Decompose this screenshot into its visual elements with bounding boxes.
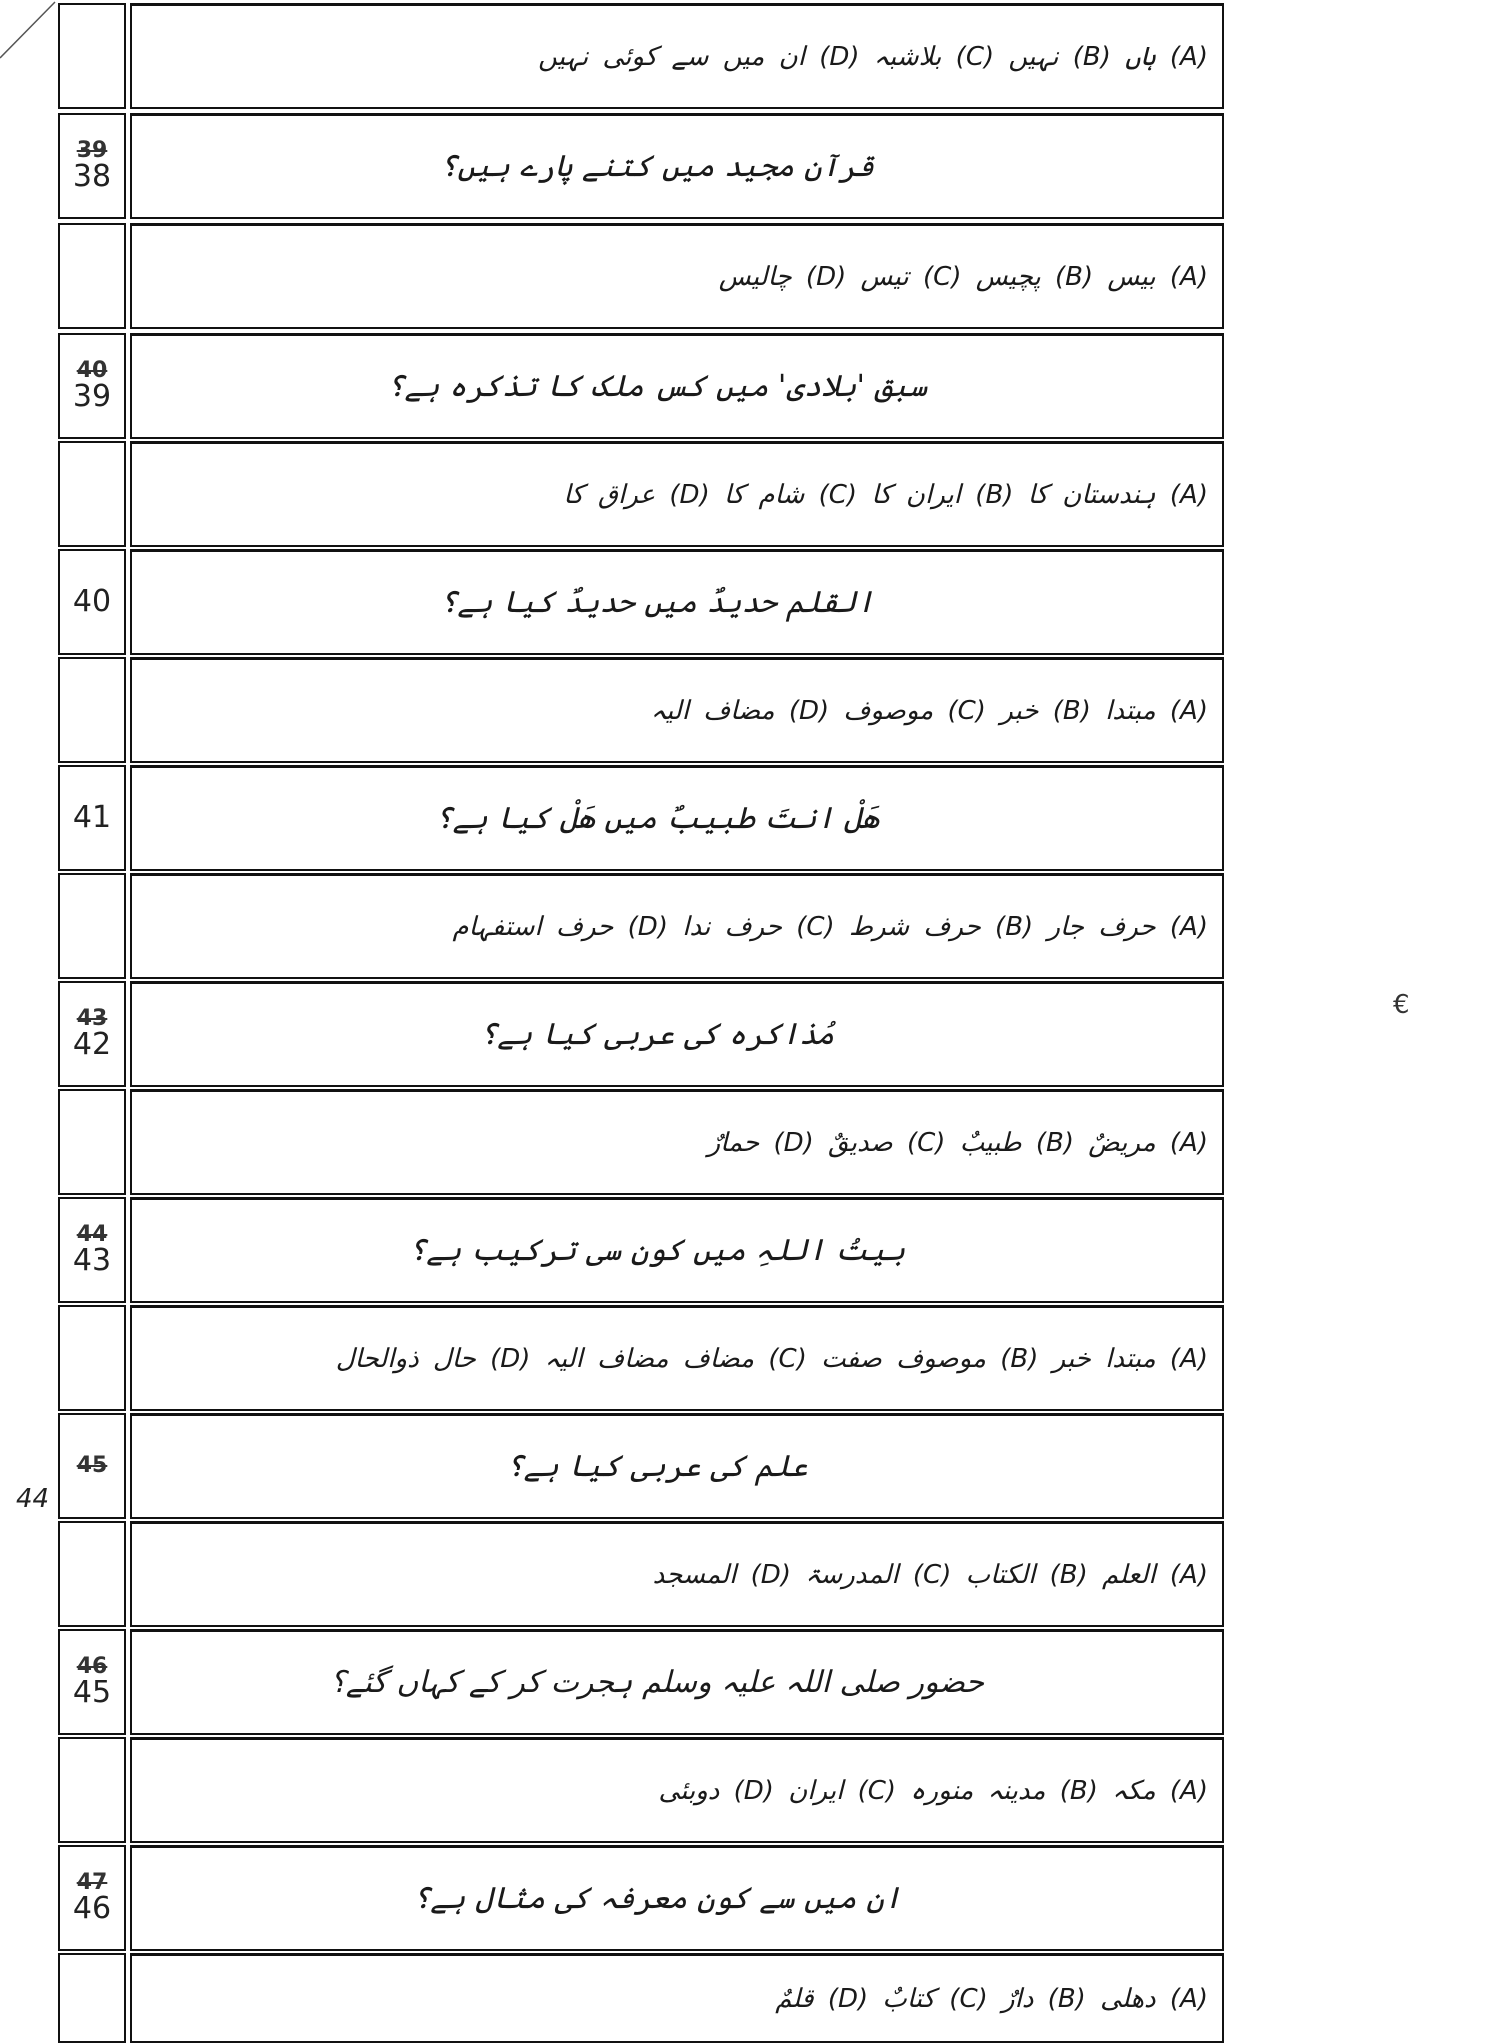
question-number-cell <box>58 873 126 979</box>
struck-out-number: 43 <box>76 1006 108 1031</box>
options-row <box>58 1737 1224 1843</box>
question-number-cell <box>58 1089 126 1195</box>
struck-out-number: 44 <box>76 1222 108 1247</box>
question-row <box>58 765 1224 871</box>
question-number-cell <box>58 333 126 439</box>
question-text: ھَلْ انتَ طبیبٌ میں ھَلْ کیا ہے؟ <box>435 801 879 836</box>
options-cell <box>130 1305 1224 1411</box>
options-row <box>58 223 1224 329</box>
options-row <box>58 441 1224 547</box>
options-cell <box>130 873 1224 979</box>
question-cell <box>130 1197 1224 1303</box>
options-cell <box>130 1089 1224 1195</box>
question-row <box>58 981 1224 1087</box>
question-row <box>58 1413 1224 1519</box>
struck-out-number: 46 <box>76 1654 108 1679</box>
question-text: بیتُ اللہِ میں کون سی ترکیب ہے؟ <box>408 1233 906 1268</box>
question-text: مُذاکرہ کی عربی کیا ہے؟ <box>479 1017 835 1052</box>
options-row <box>58 1521 1224 1627</box>
question-text: حضور صلی اللہ علیہ وسلم ہجرت کر کے کہاں گئے؟ <box>329 1665 985 1700</box>
question-cell <box>130 113 1224 219</box>
question-number-cell <box>58 223 126 329</box>
question-number-cell <box>58 1953 126 2043</box>
question-row <box>58 549 1224 655</box>
struck-out-number: 47 <box>76 1870 108 1895</box>
answer-options-text: (A) العلم (B) الکتاب (C) المدرسۃ (D) المسجد <box>652 1559 1208 1590</box>
options-cell <box>130 1953 1224 2043</box>
question-row <box>58 333 1224 439</box>
question-text: القلم حدیدٌ میں حدیدٌ کیا ہے؟ <box>439 585 875 620</box>
question-number: 39 <box>72 379 112 414</box>
question-text: سبق 'بلادی' میں کس ملک کا تذکرہ ہے؟ <box>386 369 928 404</box>
answer-options-text: (A) مکہ (B) مدینہ منورہ (C) ایران (D) دوبئی <box>658 1775 1208 1806</box>
question-row <box>58 1629 1224 1735</box>
question-number: 45 <box>72 1675 112 1710</box>
options-row <box>58 1305 1224 1411</box>
question-text: علم کی عربی کیا ہے؟ <box>506 1449 808 1484</box>
question-cell <box>130 765 1224 871</box>
options-cell <box>130 3 1224 109</box>
question-number-cell <box>58 3 126 109</box>
question-cell <box>130 1845 1224 1951</box>
question-number-cell <box>58 1845 126 1951</box>
question-cell <box>130 1413 1224 1519</box>
question-cell <box>130 549 1224 655</box>
struck-out-number: 45 <box>76 1453 108 1478</box>
question-number: 38 <box>72 159 112 194</box>
question-row <box>58 1845 1224 1951</box>
question-number-cell <box>58 1521 126 1627</box>
answer-options-text: (A) بیس (B) پچیس (C) تیس (D) چالیس <box>718 261 1208 292</box>
question-number-cell <box>58 441 126 547</box>
options-cell <box>130 223 1224 329</box>
options-row <box>58 657 1224 763</box>
question-number-cell <box>58 549 126 655</box>
question-number-cell <box>58 657 126 763</box>
answer-options-text: (A) ہاں (B) نہیں (C) بلاشبہ (D) ان میں سے کوئی نہیں <box>538 41 1208 72</box>
margin-question-number: 44 <box>16 1484 50 1514</box>
question-text: قرآن مجید میں کتنے پارے ہیں؟ <box>439 149 875 184</box>
question-number-cell <box>58 1305 126 1411</box>
question-text: ان میں سے کون معرفہ کی مثال ہے؟ <box>412 1881 902 1916</box>
struck-out-number: 40 <box>76 358 108 383</box>
question-number: 40 <box>72 584 112 619</box>
answer-options-text: (A) ہندستان کا (B) ایران کا (C) شام کا (D) عراق کا <box>563 479 1208 510</box>
question-cell <box>130 981 1224 1087</box>
question-number-cell <box>58 113 126 219</box>
stray-mark: € <box>1393 990 1410 1020</box>
options-row <box>58 873 1224 979</box>
question-row <box>58 1197 1224 1303</box>
options-cell <box>130 441 1224 547</box>
question-number-cell <box>58 1629 126 1735</box>
answer-options-text: (A) دھلی (B) دارٌ (C) کتابٌ (D) قلمٌ <box>775 1983 1208 2014</box>
answer-options-text: (A) مریضٌ (B) طبیبٌ (C) صدیقٌ (D) حمارٌ <box>707 1127 1208 1158</box>
answer-options-text: (A) حرف جار (B) حرف شرط (C) حرف ندا (D) حرف استفہام <box>452 911 1208 942</box>
question-cell <box>130 1629 1224 1735</box>
corner-pen-stroke <box>0 0 60 60</box>
question-cell <box>130 333 1224 439</box>
answer-options-text: (A) مبتدا (B) خبر (C) موصوف (D) مضاف الیہ <box>650 695 1208 726</box>
question-number-cell <box>58 1197 126 1303</box>
options-row <box>58 3 1224 109</box>
struck-out-number: 39 <box>76 138 108 163</box>
question-number-cell <box>58 765 126 871</box>
options-row <box>58 1089 1224 1195</box>
options-cell <box>130 1737 1224 1843</box>
question-number-cell <box>58 1413 126 1519</box>
question-number: 43 <box>72 1243 112 1278</box>
question-number: 46 <box>72 1891 112 1926</box>
question-number: 42 <box>72 1027 112 1062</box>
options-row <box>58 1953 1224 2043</box>
question-row <box>58 113 1224 219</box>
answer-options-text: (A) مبتدا خبر (B) موصوف صفت (C) مضاف مضاف الیہ (D) حال ذوالحال <box>335 1343 1208 1374</box>
options-cell <box>130 1521 1224 1627</box>
question-number-cell <box>58 981 126 1087</box>
question-number-cell <box>58 1737 126 1843</box>
question-number: 41 <box>72 800 112 835</box>
options-cell <box>130 657 1224 763</box>
